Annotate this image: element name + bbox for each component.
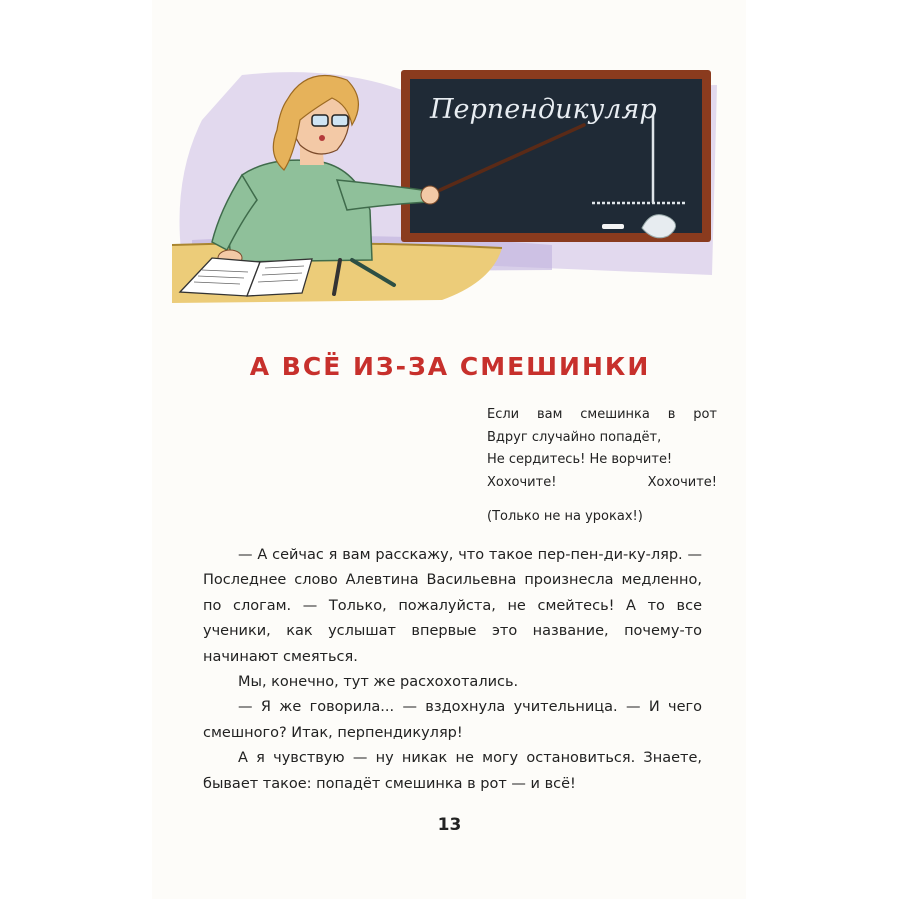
chapter-title: А ВСЁ ИЗ-ЗА СМЕШИНКИ — [249, 352, 651, 381]
paragraph: — А сейчас я вам расскажу, что такое пер-пен-ди-ку-ляр. — Последнее слово Алевтина Васильевна произнесла медленно, по слогам. — Только, пожалуйста, не смейтесь! А то все ученики, как услышат впервые это название, почему-то начинают смеяться. — [203, 547, 702, 665]
page-number: 13 — [437, 815, 462, 835]
chalk — [602, 224, 624, 229]
paragraph: — Я же говорила... — вздохнула учительница. — И чего смешного? Итак, перпендикуляр! — [203, 699, 702, 741]
paragraph: А я чувствую — ну никак не могу остановиться. Знаете, бывает такое: попадёт смешинка в рот — и всё! — [203, 750, 702, 792]
epigraph-note: (Только не на уроках!) — [487, 509, 643, 524]
epigraph-line: Если вам смешинка в рот — [487, 407, 717, 422]
blackboard-word: Перпендикуляр — [430, 94, 657, 125]
epigraph-line: Не сердитесь! Не ворчите! — [487, 452, 673, 467]
teacher-illustration — [172, 60, 717, 305]
paragraph: Мы, конечно, тут же расхохотались. — [238, 674, 519, 691]
epigraph-poem — [487, 404, 717, 529]
blackboard — [401, 70, 711, 242]
epigraph-line: Вдруг случайно попадёт, — [487, 429, 662, 445]
epigraph-line: Хохочите! Хохочите! — [487, 474, 717, 490]
story-text — [203, 543, 702, 797]
